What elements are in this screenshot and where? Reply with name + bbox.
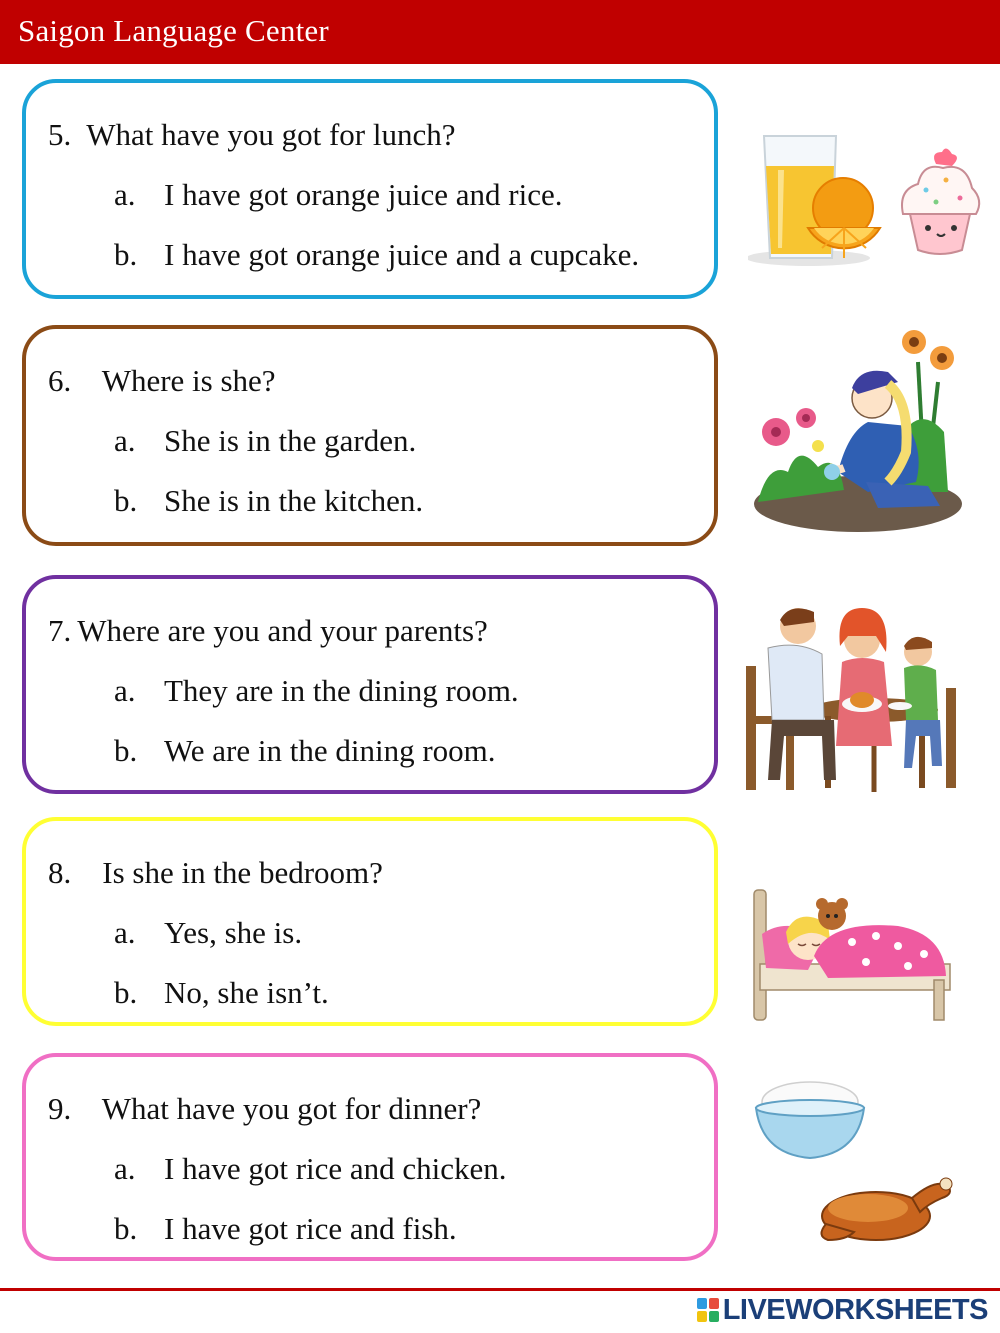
option-letter: b.: [114, 733, 138, 768]
page-title: Saigon Language Center: [18, 13, 329, 48]
question-number: 8.: [48, 855, 72, 890]
question-7-option-a[interactable]: [114, 673, 519, 709]
question-5-option-a[interactable]: [114, 177, 563, 213]
question-8-option-b[interactable]: [114, 975, 329, 1011]
option-letter: a.: [114, 915, 136, 950]
roast-chicken-image: [816, 1162, 956, 1242]
question-9-option-b[interactable]: [114, 1211, 457, 1247]
option-text: We are in the dining room.: [164, 733, 496, 768]
option-text: She is in the kitchen.: [164, 483, 424, 518]
question-number: 6.: [48, 363, 72, 398]
header-bar: [0, 0, 1000, 64]
question-8-text: [48, 855, 383, 891]
footer-divider: [0, 1288, 1000, 1291]
option-letter: b.: [114, 237, 138, 272]
question-7-text: [48, 613, 488, 649]
question-prompt: Is she in the bedroom?: [102, 855, 383, 890]
brand-name: LIVEWORKSHEETS: [722, 1293, 988, 1326]
option-letter: a.: [114, 673, 136, 708]
option-letter: a.: [114, 1151, 136, 1186]
option-text: I have got orange juice and rice.: [164, 177, 563, 212]
logo-grid-icon: [697, 1298, 719, 1322]
question-prompt: What have you got for lunch?: [86, 117, 456, 152]
question-9-box: [22, 1053, 718, 1261]
option-text: She is in the garden.: [164, 423, 417, 458]
question-5-box: [22, 79, 718, 299]
question-number: 7.: [48, 613, 72, 648]
question-7-option-b[interactable]: [114, 733, 496, 769]
question-6-text: [48, 363, 276, 399]
question-number: 5.: [48, 117, 72, 152]
option-text: I have got rice and fish.: [164, 1211, 457, 1246]
question-prompt: Where are you and your parents?: [77, 613, 488, 648]
option-letter: b.: [114, 975, 138, 1010]
question-8-box: [22, 817, 718, 1026]
orange-juice-cupcake-image: [748, 118, 988, 268]
question-number: 9.: [48, 1091, 72, 1126]
option-text: I have got rice and chicken.: [164, 1151, 507, 1186]
question-8-option-a[interactable]: [114, 915, 302, 951]
option-letter: b.: [114, 483, 138, 518]
girl-gardening-image: [748, 322, 970, 540]
option-text: They are in the dining room.: [164, 673, 519, 708]
question-9-option-a[interactable]: [114, 1151, 507, 1187]
question-prompt: What have you got for dinner?: [101, 1091, 482, 1126]
family-dining-image: [744, 596, 966, 794]
question-5-option-b[interactable]: [114, 237, 639, 273]
girl-sleeping-image: [748, 880, 954, 1024]
question-6-option-a[interactable]: [114, 423, 416, 459]
option-text: Yes, she is.: [164, 915, 303, 950]
rice-bowl-image: [752, 1074, 870, 1162]
question-6-box: [22, 325, 718, 546]
option-text: No, she isn’t.: [164, 975, 329, 1010]
question-prompt: Where is she?: [101, 363, 276, 398]
liveworksheets-logo[interactable]: [697, 1294, 988, 1326]
question-9-text: [48, 1091, 481, 1127]
question-6-option-b[interactable]: [114, 483, 423, 519]
option-letter: a.: [114, 423, 136, 458]
option-letter: b.: [114, 1211, 138, 1246]
question-5-text: [48, 117, 456, 153]
question-7-box: [22, 575, 718, 794]
option-letter: a.: [114, 177, 136, 212]
option-text: I have got orange juice and a cupcake.: [164, 237, 640, 272]
